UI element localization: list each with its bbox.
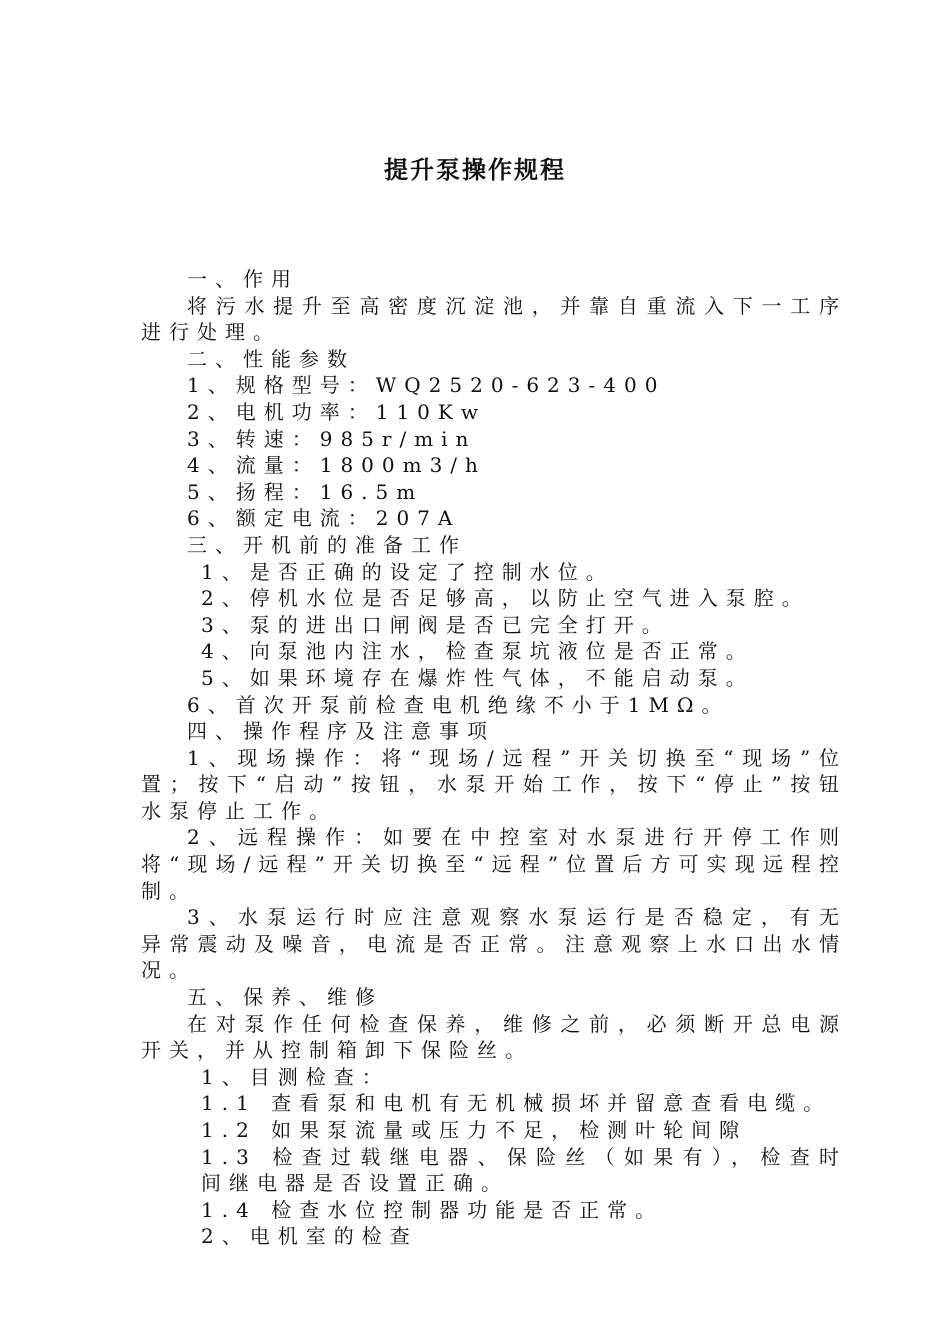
maintenance-item-1-4: 1.4 检查水位控制器功能是否正常。 <box>201 1197 664 1222</box>
param-head: 5、扬程：16.5m <box>187 479 424 504</box>
param-speed: 3、转速：985r/min <box>187 426 477 451</box>
paragraph-maintenance: 在对泵作任何检查保养，维修之前，必须断开总电源开关，并从控制箱卸下保险丝。 <box>141 1011 847 1063</box>
prep-item-1: 1、是否正确的设定了控制水位。 <box>201 559 614 584</box>
maintenance-item-1-3: 1.3 检查过载继电器、保险丝（如果有），检查时间继电器是否设置正确。 <box>201 1144 847 1196</box>
operation-item-3: 3、水泵运行时应注意观察水泵运行是否稳定，有无异常震动及噪音，电流是否正常。注意观察上水口出水情况。 <box>141 905 847 983</box>
document-body <box>141 266 847 1250</box>
param-power: 2、电机功率：110Kw <box>187 399 486 424</box>
section-heading-parameters: 二、性能参数 <box>187 346 355 371</box>
maintenance-item-1-2: 1.2 如果泵流量或压力不足，检测叶轮间隙 <box>201 1118 748 1142</box>
section-heading-preparation: 三、开机前的准备工作 <box>187 532 467 557</box>
operation-item-1: 1、现场操作：将“现场/远程”开关切换至“现场”位置；按下“启动”按钮，水泵开始工作，按下“停止”按钮水泵停止工作。 <box>141 745 847 823</box>
maintenance-item-1: 1、目测检查： <box>201 1064 390 1089</box>
maintenance-item-1-1: 1.1 查看泵和电机有无机械损坏并留意查看电缆。 <box>201 1091 832 1116</box>
section-heading-function: 一、作用 <box>187 267 299 291</box>
param-current: 6、额定电流：207A <box>187 506 461 531</box>
prep-item-6: 6、首次开泵前检查电机绝缘不小于1MΩ。 <box>187 692 730 717</box>
prep-item-2: 2、停机水位是否足够高，以防止空气进入泵腔。 <box>201 586 810 611</box>
prep-item-3: 3、泵的进出口闸阀是否已完全打开。 <box>201 612 670 637</box>
document-title: 提升泵操作规程 <box>384 155 566 184</box>
section-heading-operation: 四、操作程序及注意事项 <box>187 719 495 744</box>
param-model: 1、规格型号：WQ2520-623-400 <box>187 373 666 398</box>
section-heading-maintenance: 五、保养、维修 <box>187 985 383 1010</box>
maintenance-item-2: 2、电机室的检查 <box>201 1224 418 1249</box>
operation-item-2: 2、远程操作：如要在中控室对水泵进行开停工作则将“现场/远程”开关切换至“远程”位置后方可实现远程控制。 <box>141 825 847 903</box>
prep-item-5: 5、如果环境存在爆炸性气体，不能启动泵。 <box>201 665 754 690</box>
prep-item-4: 4、向泵池内注水，检查泵坑液位是否正常。 <box>201 639 754 664</box>
paragraph-function: 将污水提升至高密度沉淀池，并靠自重流入下一工序进行处理。 <box>141 293 847 345</box>
param-flow: 4、流量：1800m3/h <box>187 453 486 478</box>
